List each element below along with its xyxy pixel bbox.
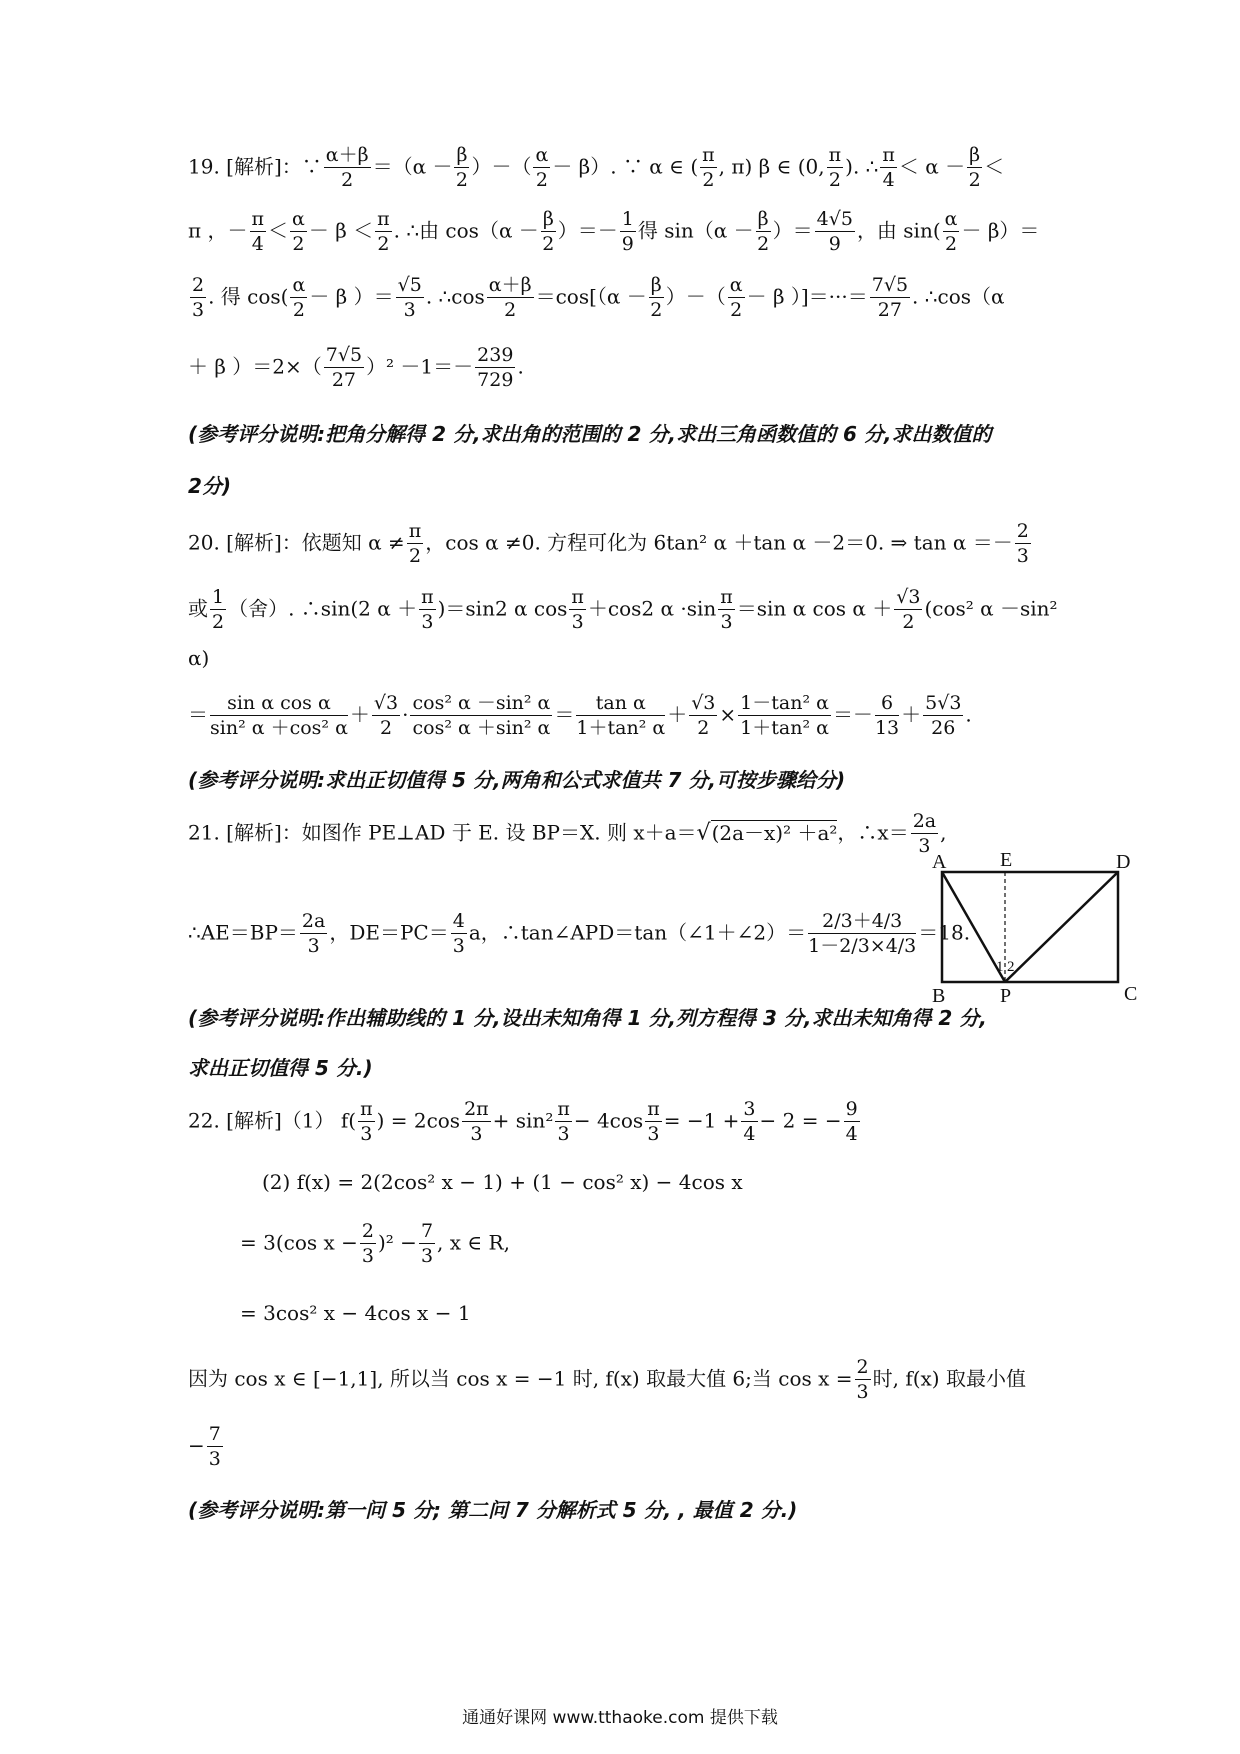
q20-scoring-note: (参考评分说明:求出正切值得 5 分,两角和公式求值共 7 分,可按步骤给分) [188,768,846,792]
angle-2-label: 2 [1007,959,1015,975]
q19-scoring-note-cont: 2分) [188,474,232,498]
q19-line-1: 19. [解析]：∵ $\frac{\alpha+\beta}{2}$ ＝（α － $\frac{\beta}{2}$ ）－（ $\frac{\alpha}{2}$ － β）. ∵ α ∈ ( $\frac{\pi}{2}$ , π) β ∈ (0, $\frac{\pi}{2}$ ). ∴ $\frac{\pi}{4}$ ＜ α － $\frac{\beta}{2}$ ＜ [188,144,1005,191]
label-a: A [932,851,947,873]
q22-line-4: = 3cos² x − 4cos x − 1 [240,1301,471,1325]
q20-label: 20. [解析]：依题知 α ≠ [188,530,405,555]
footer-source: 通通好课网 www.tthaoke.com 提供下载 [462,1708,778,1728]
q22-line-3: = 3(cos x − $\frac{2}{3}$ )² − $\frac{7}{3}$ , x ∈ R, [240,1220,510,1267]
q22-line-1: 22. [解析]（1） f( $\frac{\pi}{3}$ ) = 2cos $\frac{2\pi}{3}$ + sin² $\frac{\pi}{3}$ − 4cos $\frac{\pi}{3}$ = −1 + $\frac{3}{4}$ − 2 = − $\frac{9}{4}$ [188,1098,858,1145]
label-b: B [932,985,946,1007]
rectangle-diagram [920,850,1140,1010]
q21-scoring-note: (参考评分说明:作出辅助线的 1 分,设出未知角得 1 分,列方程得 3 分,求出未知角得 2 分, [188,1006,987,1030]
q21-line-1: 21. [解析]：如图作 PE⊥AD 于 E. 设 BP＝X. 则 x＋a＝√(2a－x)² ＋a²，∴x＝ $\frac{2a}{3}$ , [188,810,947,857]
q20-line-2: 或 $\frac{1}{2}$ （舍）. ∴sin(2 α ＋ $\frac{\pi}{3}$ )＝sin2 α cos $\frac{\pi}{3}$ ＋cos2 α ·sin $\frac{\pi}{3}$ ＝sin α cos α ＋ $\frac{√3}{2}$ (cos² α －sin² [188,586,1058,633]
q20-line-3: α) [188,646,210,670]
q22-line-5: 因为 cos x ∈ [−1,1], 所以当 cos x = −1 时, f(x) 取最大值 6;当 cos x = $\frac{2}{3}$ 时, f(x) 取最小值 [188,1356,1026,1403]
q20-line-1: 20. [解析]：依题知 α ≠ $\frac{\pi}{2}$ ，cos α ≠0. 方程可化为 6tan² α ＋tan α －2＝0. ⇒ tan α ＝－ $\frac{2}{3}$ [188,520,1029,567]
q22-line-6: − $\frac{7}{3}$ [188,1423,221,1470]
label-e: E [1000,850,1013,871]
q21-line-2: ∴AE＝BP＝ $\frac{2a}{3}$ ，DE＝PC＝ $\frac{4}{3}$ a，∴tan∠APD＝tan（∠1＋∠2）＝ $\frac{2/3+4/3}{1-2/3\times 4/3}$ ＝18. [188,910,971,957]
segment-dp [1005,872,1118,982]
q19-scoring-note: (参考评分说明:把角分解得 2 分,求出角的范围的 2 分,求出三角函数值的 6 分,求出数值的 [188,422,992,446]
q19-line-2: π ，－ $\frac{\pi}{4}$ ＜ $\frac{\alpha}{2}$ － β ＜ $\frac{\pi}{2}$ . ∴由 cos（α － $\frac{\beta}{2}$ ）＝－ $\frac{1}{9}$ 得 sin（α － $\frac{\beta}{2}$ ）＝ $\frac{4√5}{9}$ ，由 sin( $\frac{\alpha}{2}$ － β）＝ [188,208,1040,255]
q19-line-4: ＋ β ）＝2×（ $\frac{7√5}{27}$ ）² －1＝－ $\frac{239}{729}$ . [188,344,524,391]
label-d: D [1116,851,1131,873]
q22-line-2: (2) f(x) = 2(2cos² x − 1) + (1 − cos² x) − 4cos x [262,1170,743,1194]
q19-line-3: $\frac{2}{3}$ . 得 cos( $\frac{\alpha}{2}$ － β ）＝ $\frac{√5}{3}$ . ∴cos $\frac{\alpha+\beta}{2}$ ＝cos[（α － $\frac{\beta}{2}$ ）－（ $\frac{\alpha}{2}$ － β ）]＝···＝ $\frac{7√5}{27}$ . ∴cos（α [192,274,1005,321]
q19-label: 19. [解析]： [188,154,302,179]
label-c: C [1124,983,1138,1005]
label-p: P [1000,985,1012,1007]
q21-scoring-note-cont: 求出正切值得 5 分.) [188,1056,373,1080]
angle-1-label: 1 [996,959,1004,975]
q20-line-4: ＝ $\frac{\text{sin α cos α}}{\text{sin² α ＋cos² α}}$ ＋ $\frac{√3}{2}$ · $\frac{\text{cos² α －sin² α}}{\text{cos² α ＋sin² α}}$ ＝ $\frac{\text{tan α}}{\text{1＋tan² α}}$ ＋ $\frac{√3}{2}$ × $\frac{\text{1－tan² α}}{\text{1＋tan² α}}$ ＝－ $\frac{6}{13}$ ＋ $\frac{5√3}{26}$ . [188,692,972,739]
q22-scoring-note: (参考评分说明:第一问 5 分; 第二问 7 分解析式 5 分, , 最值 2 分.) [188,1498,798,1522]
rectangle-abcd [942,872,1118,982]
